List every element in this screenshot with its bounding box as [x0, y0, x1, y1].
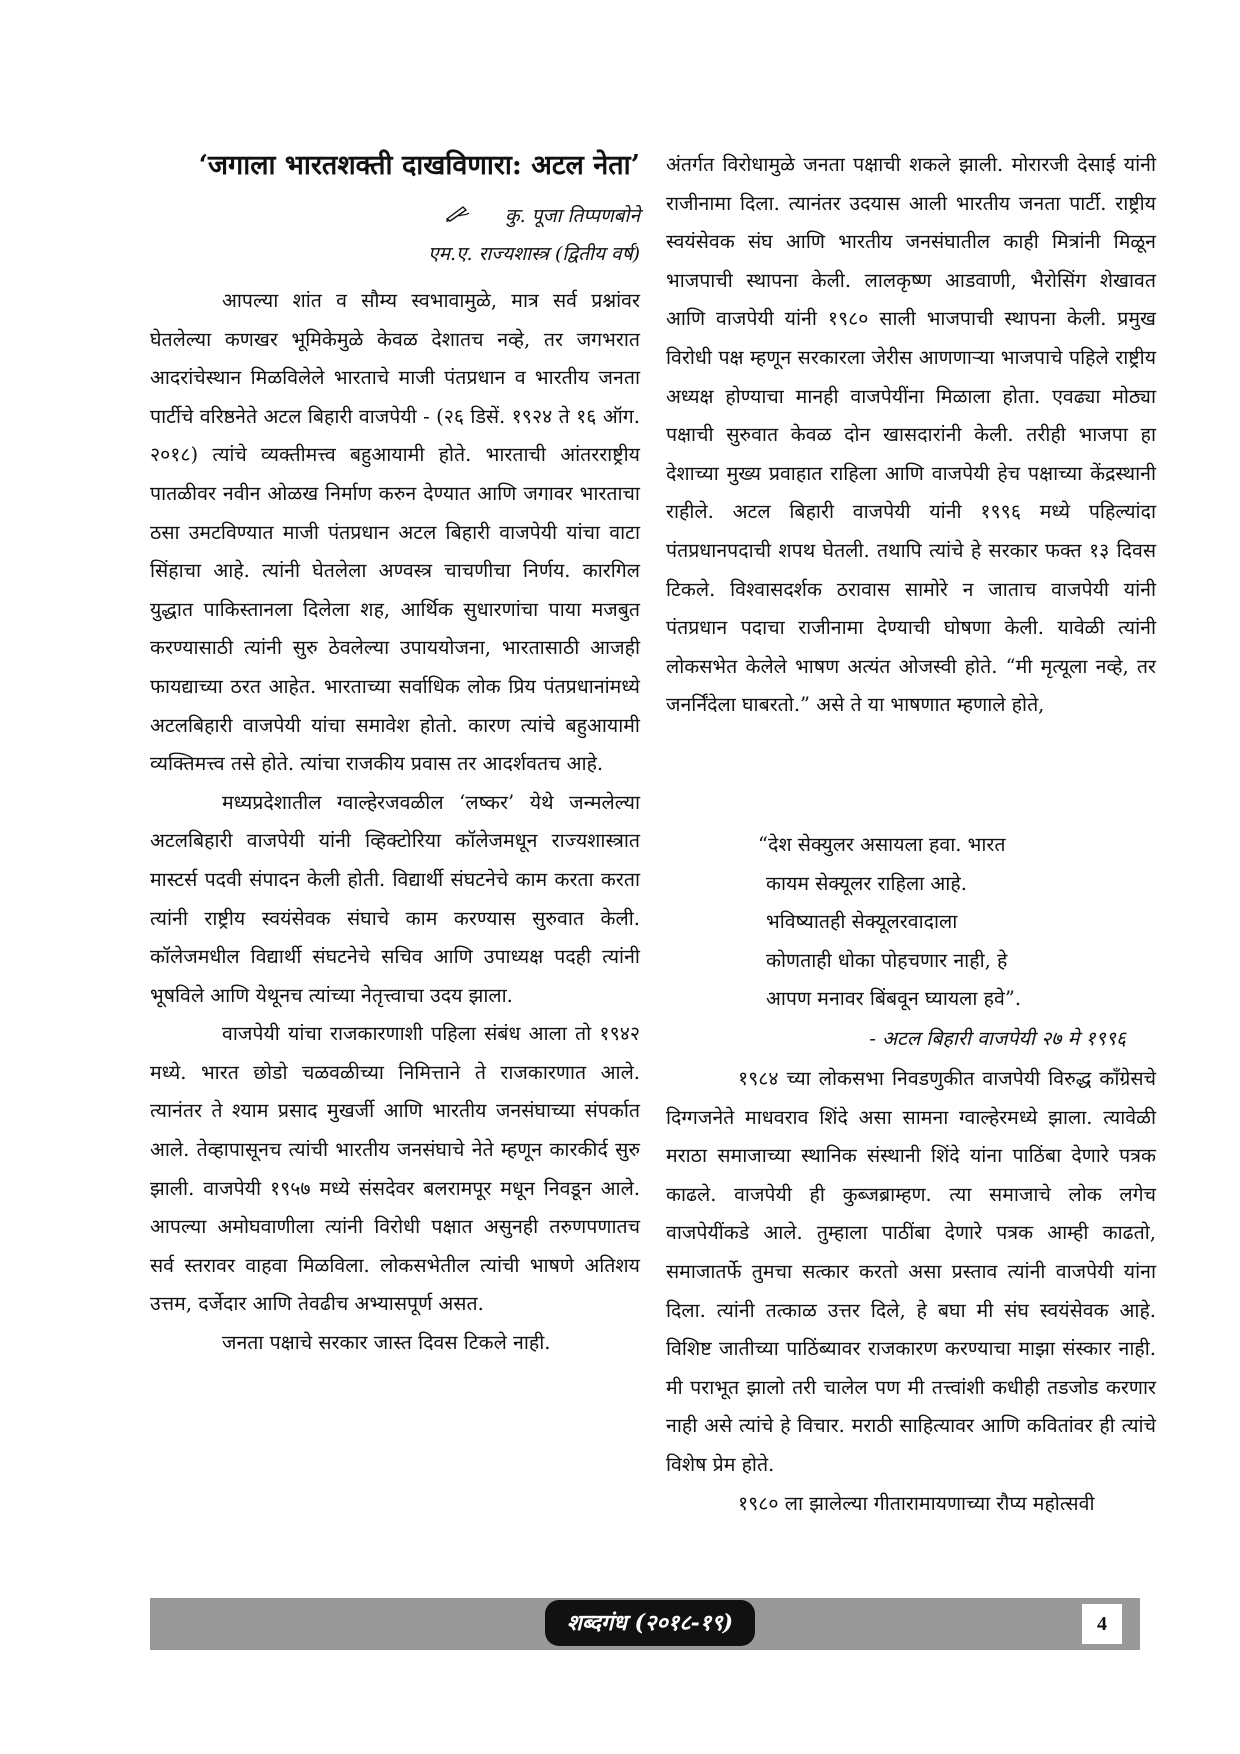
author-line: [150, 196, 640, 236]
footer-journal-title: शब्दगंध (२०१८-१९): [545, 1600, 755, 1646]
quote-line: कायम सेक्यूलर राहिला आहे.: [766, 871, 967, 895]
author-name: कु. पूजा तिप्पणबोने: [505, 205, 640, 227]
left-paragraph-1: आपल्या शांत व सौम्य स्वभावामुळे, मात्र सर्व प्रश्नांवर घेतलेल्या कणखर भूमिकेमुळे केवळ देशातच नव्हे, तर जगभरात आदरांचेस्थान मिळविलेले भारताचे माजी पंतप्रधान व भारतीय जनता पार्टीचे वरिष्ठनेते अटल बिहारी वाजपेयी - (२६ डिसें. १९२४ ते १६ ऑग. २०१८) त्यांचे व्यक्तीमत्त्व बहुआयामी होते. भारताची आंतरराष्ट्रीय पातळीवर नवीन ओळख निर्माण करुन देण्यात आणि जगावर भारताचा ठसा उमटविण्यात माजी पंतप्रधान अटल बिहारी वाजपेयी यांचा वाटा सिंहाचा आहे. त्यांनी घेतलेला अण्वस्त्र चाचणीचा निर्णय. कारगिल युद्धात पाकिस्तानला दिलेला शह, आर्थिक सुधारणांचा पाया मजबुत करण्यासाठी त्यांनी सुरु ठेवलेल्या उपाययोजना, भारतासाठी आजही फायद्याच्या ठरत आहेत. भारताच्या सर्वाधिक लोक प्रिय पंतप्रधानांमध्ये अटलबिहारी वाजपेयी यांचा समावेश होतो. कारण त्यांचे बहुआयामी व्यक्तिमत्त्व तसे होते. त्यांचा राजकीय प्रवास तर आदर्शवतच आहे.: [150, 289, 640, 776]
right-paragraph-1: अंतर्गत विरोधामुळे जनता पक्षाची शकले झाली. मोरारजी देसाई यांनी राजीनामा दिला. त्यानंतर उदयास आली भारतीय जनता पार्टी. राष्ट्रीय स्वयंसेवक संघ आणि भारतीय जनसंघातील काही मित्रांनी मिळून भाजपाची स्थापना केली. लालकृष्ण आडवाणी, भैरोसिंग शेखावत आणि वाजपेयी यांनी १९८० साली भाजपाची स्थापना केली. प्रमुख विरोधी पक्ष म्हणून सरकारला जेरीस आणणाऱ्या भाजपाचे पहिले राष्ट्रीय अध्यक्ष होण्याचा मानही वाजपेयींना मिळाला होता. एवढ्या मोठ्या पक्षाची सुरुवात केवळ दोन खासदारांनी केली. तरीही भाजपा हा देशाच्या मुख्य प्रवाहात राहिला आणि वाजपेयी हेच पक्षाच्या केंद्रस्थानी राहीले. अटल बिहारी वाजपेयी यांनी १९९६ मध्ये पहिल्यांदा पंतप्रधानपदाची शपथ घेतली. तथापि त्यांचे हे सरकार फक्त १३ दिवस टिकले. विश्वासदर्शक ठरावास सामोरे न जाताच वाजपेयी यांनी पंतप्रधान पदाचा राजीनामा देण्याची घोषणा केली. यावेळी त्यांनी लोकसभेत केलेले भाषण अत्यंत ओजस्वी होते. “मी मृत्यूला नव्हे, तर जनर्निंदेला घाबरतो.” असे ते या भाषणात म्हणाले होते,: [666, 153, 1156, 717]
page-number: 4: [1082, 1604, 1122, 1644]
right-column-top: [666, 146, 1156, 725]
quote-line: आपण मनावर बिंबवून घ्यायला हवे”.: [766, 987, 1022, 1011]
quote-block: [758, 826, 1146, 1019]
article-title: ‘जगाला भारतशक्ती दाखविणारा: अटल नेता’: [198, 150, 640, 181]
author-department: एम.ए. राज्यशास्त्र (द्वितीय वर्ष): [428, 243, 640, 265]
left-paragraph-2: मध्यप्रदेशातील ग्वाल्हेरजवळील ‘लष्कर’ येथे जन्मलेल्या अटलबिहारी वाजपेयी यांनी व्हिक्टोरिया कॉलेजमधून राज्यशास्त्रात मास्टर्स पदवी संपादन केली होती. विद्यार्थी संघटनेचे काम करता करता त्यांनी राष्ट्रीय स्वयंसेवक संघाचे काम करण्यास सुरुवात केली. कॉलेजमधील विद्यार्थी संघटनेचे सचिव आणि उपाध्यक्ष पदही त्यांनी भूषविले आणि येथूनच त्यांच्या नेतृत्त्वाचा उदय झाला.: [150, 790, 640, 1007]
left-paragraph-4: जनता पक्षाचे सरकार जास्त दिवस टिकले नाही.: [222, 1331, 551, 1355]
quote-attribution: - अटल बिहारी वाजपेयी २७ मे १९९६: [869, 1027, 1126, 1050]
right-paragraph-3: १९८० ला झालेल्या गीतारामायणाच्या रौप्य महोत्सवी: [738, 1491, 1095, 1515]
right-column-bottom: [666, 1060, 1156, 1523]
right-paragraph-2: १९८४ च्या लोकसभा निवडणुकीत वाजपेयी विरुद्ध काँग्रेसचे दिग्गजनेते माधवराव शिंदे असा सामना ग्वाल्हेरमध्ये झाला. त्यावेळी मराठा समाजाच्या स्थानिक संस्थानी शिंदे यांना पाठिंबा देणारे पत्रक काढले. वाजपेयी ही कुब्जब्राम्हण. त्या समाजाचे लोक लगेच वाजपेयींकडे आले. तुम्हाला पाठींबा देणारे पत्रक आम्ही काढतो, समाजातर्फे तुमचा सत्कार करतो असा प्रस्ताव त्यांनी वाजपेयी यांना दिला. त्यांनी तत्काळ उत्तर दिले, हे बघा मी संघ स्वयंसेवक आहे. विशिष्ट जातीच्या पाठिंब्यावर राजकारण करण्याचा माझा संस्कार नाही. मी पराभूत झालो तरी चालेल पण मी तत्त्वांशी कधीही तडजोड करणार नाही असे त्यांचे हे विचार. मराठी साहित्यावर आणि कवितांवर ही त्यांचे विशेष प्रेम होते.: [666, 1067, 1156, 1476]
quote-line: कोणताही धोका पोहचणार नाही, हे: [766, 948, 1008, 972]
quote-line: भविष्यातही सेक्यूलरवादाला: [766, 910, 958, 934]
left-paragraph-3: वाजपेयी यांचा राजकारणाशी पहिला संबंध आला तो १९४२ मध्ये. भारत छोडो चळवळीच्या निमित्ताने ते राजकारणात आले. त्यानंतर ते श्याम प्रसाद मुखर्जी आणि भारतीय जनसंघाच्या संपर्कात आले. तेव्हापासूनच त्यांची भारतीय जनसंघाचे नेते म्हणून कारकीर्द सुरु झाली. वाजपेयी १९५७ मध्ये संसदेवर बलरामपूर मधून निवडून आले. आपल्या अमोघवाणीला त्यांनी विरोधी पक्षात असुनही तरुणपणातच सर्व स्तरावर वाहवा मिळविला. लोकसभेतील त्यांची भाषणे अतिशय उत्तम, दर्जेदार आणि तेवढीच अभ्यासपूर्ण असत.: [150, 1022, 640, 1316]
pen-hand-icon: [445, 205, 477, 227]
quote-line: “देश सेक्युलर असायला हवा. भारत: [758, 833, 1006, 856]
left-column: [150, 282, 640, 1363]
